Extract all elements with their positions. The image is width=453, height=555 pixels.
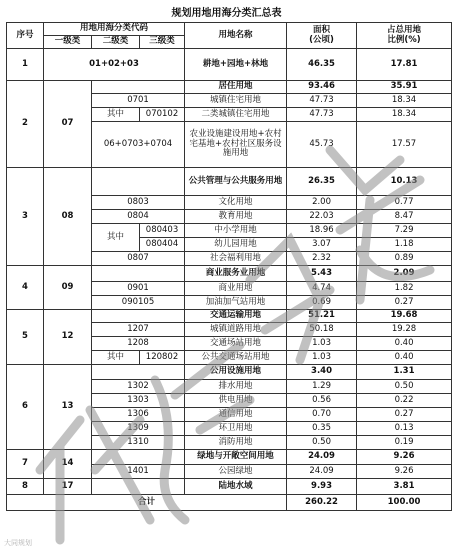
ratio-value: 19.28 bbox=[357, 323, 452, 337]
area-value: 1.03 bbox=[287, 351, 357, 365]
seq-cell: 5 bbox=[7, 310, 44, 365]
land-name: 消防用地 bbox=[185, 436, 287, 450]
level2-code: 0807 bbox=[92, 252, 185, 266]
area-value: 0.50 bbox=[287, 436, 357, 450]
table-row bbox=[7, 49, 452, 81]
code-empty bbox=[92, 450, 185, 465]
ratio-value: 0.77 bbox=[357, 196, 452, 210]
area-value: 22.03 bbox=[287, 210, 357, 224]
header-name: 用地名称 bbox=[185, 23, 287, 49]
total-area: 260.22 bbox=[287, 495, 357, 511]
land-name: 社会福利用地 bbox=[185, 252, 287, 266]
area-value: 2.32 bbox=[287, 252, 357, 266]
land-name: 环卫用地 bbox=[185, 422, 287, 436]
area-value: 3.40 bbox=[287, 365, 357, 380]
ratio-value: 1.31 bbox=[357, 365, 452, 380]
seq-cell: 3 bbox=[7, 168, 44, 266]
ratio-value: 0.89 bbox=[357, 252, 452, 266]
ratio-value: 17.57 bbox=[357, 122, 452, 168]
level1-code: 07 bbox=[44, 81, 92, 168]
ratio-value: 18.34 bbox=[357, 108, 452, 122]
qizhong-label: 其中 bbox=[92, 224, 140, 252]
area-value: 3.07 bbox=[287, 238, 357, 252]
land-name: 城镇住宅用地 bbox=[185, 94, 287, 108]
ratio-value: 18.34 bbox=[357, 94, 452, 108]
level2-code: 1309 bbox=[92, 422, 185, 436]
land-name: 文化用地 bbox=[185, 196, 287, 210]
code-empty bbox=[92, 479, 185, 495]
level1-code: 17 bbox=[44, 479, 92, 495]
level2-code: 0803 bbox=[92, 196, 185, 210]
level3-code: 080404 bbox=[140, 238, 185, 252]
total-row bbox=[7, 495, 452, 511]
header-area: 面积 (公顷) bbox=[287, 23, 357, 49]
level2-code: 0804 bbox=[92, 210, 185, 224]
ratio-value: 0.40 bbox=[357, 337, 452, 351]
land-name: 二类城镇住宅用地 bbox=[185, 108, 287, 122]
table-title: 规划用地用海分类汇总表 bbox=[171, 8, 282, 19]
land-name: 通信用地 bbox=[185, 408, 287, 422]
ratio-value: 0.50 bbox=[357, 380, 452, 394]
area-value: 0.35 bbox=[287, 422, 357, 436]
ratio-value: 10.13 bbox=[357, 168, 452, 196]
area-value: 2.00 bbox=[287, 196, 357, 210]
land-name: 商业服务业用地 bbox=[185, 266, 287, 282]
ratio-value: 7.29 bbox=[357, 224, 452, 238]
ratio-value: 9.26 bbox=[357, 465, 452, 479]
code-empty bbox=[92, 168, 185, 196]
area-value: 45.73 bbox=[287, 122, 357, 168]
land-name: 绿地与开敞空间用地 bbox=[185, 450, 287, 465]
header-level1: 一级类 bbox=[44, 36, 92, 49]
land-name: 中小学用地 bbox=[185, 224, 287, 238]
land-name: 交通场站用地 bbox=[185, 337, 287, 351]
level2-code: 1401 bbox=[92, 465, 185, 479]
area-value: 47.73 bbox=[287, 108, 357, 122]
level2-code: 0701 bbox=[92, 94, 185, 108]
ratio-value: 9.26 bbox=[357, 450, 452, 465]
total-label: 合计 bbox=[7, 495, 287, 511]
land-name: 公用设施用地 bbox=[185, 365, 287, 380]
land-name: 农业设施建设用地+农村宅基地+农村社区服务设施用地 bbox=[185, 122, 287, 168]
ratio-value: 8.47 bbox=[357, 210, 452, 224]
land-name: 居住用地 bbox=[185, 81, 287, 94]
level1-code: 01+02+03 bbox=[44, 49, 185, 81]
level2-code: 1303 bbox=[92, 394, 185, 408]
seq-cell: 6 bbox=[7, 365, 44, 450]
qizhong-label: 其中 bbox=[92, 108, 140, 122]
seq-cell: 4 bbox=[7, 266, 44, 310]
header-level3: 三级类 bbox=[140, 36, 185, 49]
level2-code: 1310 bbox=[92, 436, 185, 450]
land-name: 幼儿园用地 bbox=[185, 238, 287, 252]
ratio-value: 1.18 bbox=[357, 238, 452, 252]
land-name: 耕地+园地+林地 bbox=[185, 49, 287, 81]
table-row bbox=[7, 81, 452, 94]
watermark-label: 大同规划 bbox=[4, 539, 32, 547]
level1-code: 08 bbox=[44, 168, 92, 266]
level1-code: 14 bbox=[44, 450, 92, 479]
land-name: 公园绿地 bbox=[185, 465, 287, 479]
ratio-value: 35.91 bbox=[357, 81, 452, 94]
seq-cell: 1 bbox=[7, 49, 44, 81]
area-value: 47.73 bbox=[287, 94, 357, 108]
level3-code: 080403 bbox=[140, 224, 185, 238]
level2-code: 1302 bbox=[92, 380, 185, 394]
land-name: 公共交通场站用地 bbox=[185, 351, 287, 365]
land-name: 公共管理与公共服务用地 bbox=[185, 168, 287, 196]
ratio-value: 2.09 bbox=[357, 266, 452, 282]
area-value: 0.70 bbox=[287, 408, 357, 422]
seq-cell: 2 bbox=[7, 81, 44, 168]
land-name: 加油加气站用地 bbox=[185, 296, 287, 310]
area-value: 24.09 bbox=[287, 450, 357, 465]
area-value: 4.74 bbox=[287, 282, 357, 296]
area-value: 5.43 bbox=[287, 266, 357, 282]
level1-code: 09 bbox=[44, 266, 92, 310]
table-row bbox=[7, 310, 452, 323]
area-value: 18.96 bbox=[287, 224, 357, 238]
area-value: 0.69 bbox=[287, 296, 357, 310]
ratio-value: 0.13 bbox=[357, 422, 452, 436]
qizhong-label: 其中 bbox=[92, 351, 140, 365]
ratio-value: 3.81 bbox=[357, 479, 452, 495]
area-value: 46.35 bbox=[287, 49, 357, 81]
code-empty bbox=[92, 266, 185, 282]
area-value: 0.56 bbox=[287, 394, 357, 408]
header-seq: 序号 bbox=[7, 23, 44, 49]
area-value: 1.29 bbox=[287, 380, 357, 394]
level1-code: 12 bbox=[44, 310, 92, 365]
ratio-value: 0.40 bbox=[357, 351, 452, 365]
level1-code: 13 bbox=[44, 365, 92, 450]
land-name: 商业用地 bbox=[185, 282, 287, 296]
land-name: 陆地水域 bbox=[185, 479, 287, 495]
table-row bbox=[7, 450, 452, 465]
level2-code: 1208 bbox=[92, 337, 185, 351]
header-level2: 二级类 bbox=[92, 36, 140, 49]
ratio-value: 0.27 bbox=[357, 296, 452, 310]
land-name: 供电用地 bbox=[185, 394, 287, 408]
code-empty bbox=[92, 365, 185, 380]
area-value: 51.21 bbox=[287, 310, 357, 323]
code-empty bbox=[92, 310, 185, 323]
area-value: 9.93 bbox=[287, 479, 357, 495]
header-ratio: 占总用地 比例(%) bbox=[357, 23, 452, 49]
level3-code: 070102 bbox=[140, 108, 185, 122]
seq-cell: 8 bbox=[7, 479, 44, 495]
table-row bbox=[7, 479, 452, 495]
table-row bbox=[7, 365, 452, 380]
level2-code: 0901 bbox=[92, 282, 185, 296]
code-empty bbox=[92, 81, 185, 94]
ratio-value: 0.27 bbox=[357, 408, 452, 422]
area-value: 93.46 bbox=[287, 81, 357, 94]
ratio-value: 17.81 bbox=[357, 49, 452, 81]
table-row bbox=[7, 168, 452, 196]
land-name: 城镇道路用地 bbox=[185, 323, 287, 337]
ratio-value: 1.82 bbox=[357, 282, 452, 296]
ratio-value: 19.68 bbox=[357, 310, 452, 323]
seq-cell: 7 bbox=[7, 450, 44, 479]
total-ratio: 100.00 bbox=[357, 495, 452, 511]
land-name: 排水用地 bbox=[185, 380, 287, 394]
land-use-table bbox=[6, 22, 452, 511]
land-name: 交通运输用地 bbox=[185, 310, 287, 323]
area-value: 26.35 bbox=[287, 168, 357, 196]
table-row bbox=[7, 266, 452, 282]
header-code-group: 用地用海分类代码 bbox=[44, 23, 185, 36]
level2-code: 06+0703+0704 bbox=[92, 122, 185, 168]
level2-code: 1306 bbox=[92, 408, 185, 422]
area-value: 24.09 bbox=[287, 465, 357, 479]
land-name: 教育用地 bbox=[185, 210, 287, 224]
area-value: 50.18 bbox=[287, 323, 357, 337]
level2-code: 1207 bbox=[92, 323, 185, 337]
ratio-value: 0.19 bbox=[357, 436, 452, 450]
level2-code: 090105 bbox=[92, 296, 185, 310]
level3-code: 120802 bbox=[140, 351, 185, 365]
area-value: 1.03 bbox=[287, 337, 357, 351]
ratio-value: 0.22 bbox=[357, 394, 452, 408]
